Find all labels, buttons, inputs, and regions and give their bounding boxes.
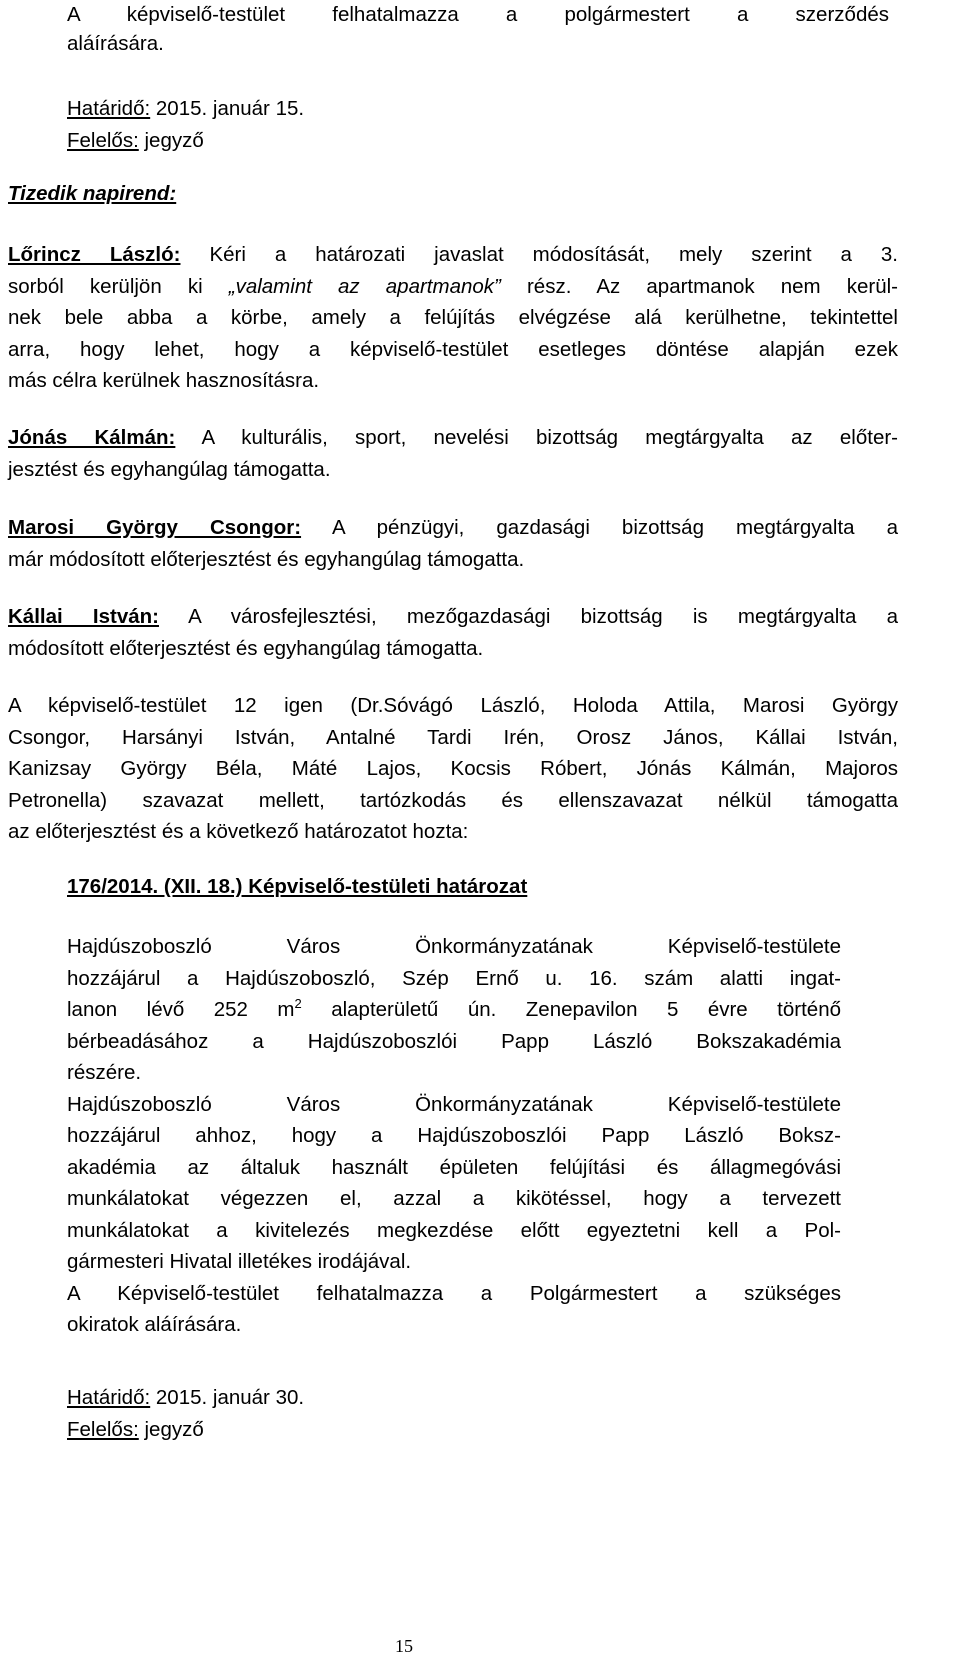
text-line: A Képviselő-testület felhatalmazza a Polgármestert a szükséges <box>67 1281 841 1305</box>
deadline-line <box>67 93 304 125</box>
text-line: A képviselő-testület 12 igen (Dr.Sóvágó László, Holoda Attila, Marosi György <box>8 694 898 717</box>
speech-text: A városfejlesztési, mezőgazdasági bizottság is megtárgyalta a <box>188 605 898 628</box>
text-line: részére. <box>67 1061 142 1084</box>
deadline-value: 2015. január 15. <box>155 97 305 120</box>
responsible-value: jegyző <box>144 129 204 152</box>
responsible-label: Felelős: <box>67 1418 139 1441</box>
previous-resolution-tail <box>67 0 889 58</box>
text-line: nek bele abba a körbe, amely a felújítás elvégzése alá kerülhetne, tekintettel <box>8 306 898 329</box>
deadline-label: Határidő: <box>67 97 151 120</box>
text-line: Csongor, Harsányi István, Antalné Tardi Irén, Orosz János, Kállai István, <box>8 725 898 749</box>
speech-text: A kulturális, sport, nevelési bizottság megtárgyalta az előter- <box>201 426 898 449</box>
text-line: Petronella) szavazat mellett, tartózkodás és ellenszavazat nélkül támogatta <box>8 788 898 812</box>
paragraph-kallai <box>8 601 898 664</box>
text-line: okiratok aláírására. <box>67 1313 242 1336</box>
responsible-line <box>67 125 304 157</box>
text-line <box>67 994 841 1026</box>
text-line: módosított előterjesztést és egyhangúlag támogatta. <box>8 636 484 660</box>
deadline-line <box>67 1382 304 1414</box>
responsible-value: jegyző <box>144 1418 204 1441</box>
deadline-label: Határidő: <box>67 1386 151 1409</box>
responsible-line <box>67 1414 304 1446</box>
text-line <box>8 422 898 454</box>
text-line: akadémia az általuk használt épületen felújítási és állagmegóvási <box>67 1155 841 1179</box>
text-line: az előterjesztést és a következő határozatot hozta: <box>8 820 469 843</box>
responsible-label: Felelős: <box>67 129 139 152</box>
text-line: más célra kerülnek hasznosításra. <box>8 369 320 392</box>
text-line <box>8 271 898 303</box>
text-line <box>8 601 898 633</box>
resolution-title: 176/2014. (XII. 18.) Képviselő-testületi határozat <box>67 875 528 898</box>
text-line: Kanizsay György Béla, Máté Lajos, Kocsis Róbert, Jónás Kálmán, Majoros <box>8 757 898 780</box>
paragraph-jonas <box>8 422 898 485</box>
deadline-value: 2015. január 30. <box>155 1386 305 1409</box>
text-line <box>8 239 898 271</box>
superscript: 2 <box>294 996 302 1012</box>
text-line: jesztést és egyhangúlag támogatta. <box>8 457 331 481</box>
speaker-name: Lőrincz László: <box>8 243 181 266</box>
text-line: arra, hogy lehet, hogy a képviselő-testület esetleges döntése alapján ezek <box>8 337 898 361</box>
deadline-block-bottom <box>67 1382 304 1446</box>
text-line: munkálatokat a kivitelezés megkezdése előtt egyeztetni kell a Pol- <box>67 1218 841 1242</box>
vote-paragraph <box>8 690 898 848</box>
speaker-name: Jónás Kálmán: <box>8 426 176 449</box>
speaker-name: Marosi György Csongor: <box>8 516 302 539</box>
text-line: aláírására. <box>67 32 164 55</box>
text-line: bérbeadásához a Hajdúszoboszlói Papp László Bokszakadémia <box>67 1029 841 1053</box>
text-line: munkálatokat végezzen el, azzal a kikötéssel, hogy a tervezett <box>67 1187 841 1210</box>
text-line: gármesteri Hivatal illetékes irodájával. <box>67 1250 412 1273</box>
text-segment: lanon lévő 252 m <box>67 998 295 1021</box>
page-number: 15 <box>395 1636 413 1656</box>
paragraph-lorincz <box>8 239 898 397</box>
deadline-block-top <box>67 93 304 157</box>
text-line: A képviselő-testület felhatalmazza a polgármestert a szerződés <box>67 3 889 26</box>
speech-text: rész. Az apartmanok nem kerül- <box>526 274 898 298</box>
text-line: hozzájárul ahhoz, hogy a Hajdúszoboszlói Papp László Boksz- <box>67 1124 841 1147</box>
text-line: Hajdúszoboszló Város Önkormányzatának Képviselő-testülete <box>67 935 841 958</box>
text-line: hozzájárul a Hajdúszoboszló, Szép Ernő u. 16. szám alatti ingat- <box>67 966 841 990</box>
agenda-heading: Tizedik napirend: <box>8 182 177 205</box>
text-line: Hajdúszoboszló Város Önkormányzatának Képviselő-testülete <box>67 1092 841 1116</box>
quoted-phrase: „valamint az apartmanok” <box>228 274 501 298</box>
speech-text: Kéri a határozati javaslat módosítását, mely szerint a 3. <box>209 243 898 266</box>
resolution-body <box>67 931 841 1341</box>
speech-text: A pénzügyi, gazdasági bizottság megtárgyalta a <box>332 516 898 539</box>
text-segment: alapterületű ún. Zenepavilon 5 évre történő <box>331 998 842 1021</box>
text-line: már módosított előterjesztést és egyhangúlag támogatta. <box>8 547 525 571</box>
paragraph-marosi <box>8 512 898 575</box>
text-line <box>8 512 898 544</box>
speaker-name: Kállai István: <box>8 605 159 628</box>
speech-text: sorból kerüljön ki <box>8 274 203 298</box>
